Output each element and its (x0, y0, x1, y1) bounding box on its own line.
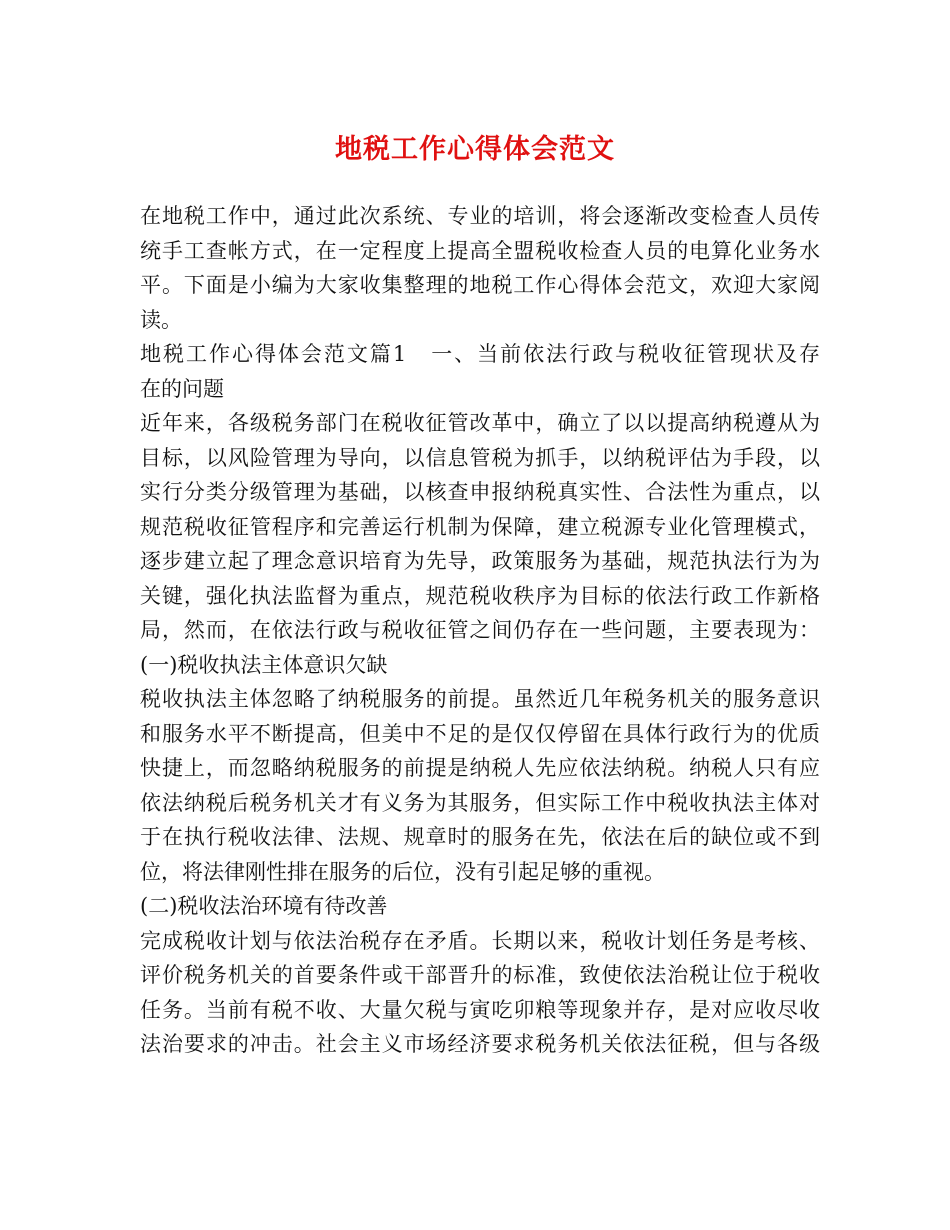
text-line: 快捷上，而忽略纳税服务的前提是纳税人先应依法纳税。纳税人只有应 (140, 756, 820, 780)
text-line: 税收执法主体忽略了纳税服务的前提。虽然近几年税务机关的服务意识 (140, 687, 820, 711)
document-title: 地税工作心得体会范文 (335, 134, 615, 165)
text-line: 在地税工作中，通过此次系统、专业的培训，将会逐渐改变检查人员传 (140, 204, 820, 228)
text-line: 实行分类分级管理为基础，以核查申报纳税真实性、合法性为重点，以 (140, 480, 820, 504)
text-line: 地税工作心得体会范文篇1 一、当前依法行政与税收征管现状及存 (140, 342, 820, 366)
text-line: 逐步建立起了理念意识培育为先导，政策服务为基础，规范执法行为为 (140, 549, 820, 573)
text-line: 位，将法律刚性排在服务的后位，没有引起足够的重视。 (140, 859, 665, 884)
text-line: 在的问题 (140, 376, 224, 401)
text-line: 目标，以风险管理为导向，以信息管税为抓手，以纳税评估为手段，以 (140, 445, 820, 470)
text-line: 依法纳税后税务机关才有义务为其服务，但实际工作中税收执法主体对 (140, 790, 820, 815)
text-line: 规范税收征管程序和完善运行机制为保障，建立税源专业化管理模式， (140, 514, 820, 539)
text-line: 评价税务机关的首要条件或干部晋升的标准，致使依法治税让位于税收 (140, 963, 820, 987)
text-line: 于在执行税收法律、法规、规章时的服务在先，依法在后的缺位或不到 (140, 825, 820, 849)
text-line: 平。下面是小编为大家收集整理的地税工作心得体会范文，欢迎大家阅 (140, 273, 820, 297)
text-line: 完成税收计划与依法治税存在矛盾。长期以来，税收计划任务是考核、 (140, 928, 820, 953)
text-line: 关键，强化执法监督为重点，规范税收秩序为目标的依法行政工作新格 (140, 583, 820, 608)
text-line: (二)税收法治环境有待改善 (140, 894, 388, 918)
text-line: 近年来，各级税务部门在税收征管改革中，确立了以以提高纳税遵从为 (140, 411, 820, 435)
text-line: 法治要求的冲击。社会主义市场经济要求税务机关依法征税，但与各级 (140, 1032, 820, 1056)
text-line: 和服务水平不断提高，但美中不足的是仅仅停留在具体行政行为的优质 (140, 721, 820, 746)
text-line: 局，然而，在依法行政与税收征管之间仍存在一些问题，主要表现为： (140, 618, 820, 642)
text-line: (一)税收执法主体意识欠缺 (140, 652, 388, 677)
text-line: 读。 (140, 307, 182, 332)
document-body (140, 199, 820, 1062)
text-line: 任务。当前有税不收、大量欠税与寅吃卯粮等现象并存，是对应收尽收 (140, 997, 820, 1022)
text-line: 统手工查帐方式，在一定程度上提高全盟税收检查人员的电算化业务水 (140, 238, 820, 263)
